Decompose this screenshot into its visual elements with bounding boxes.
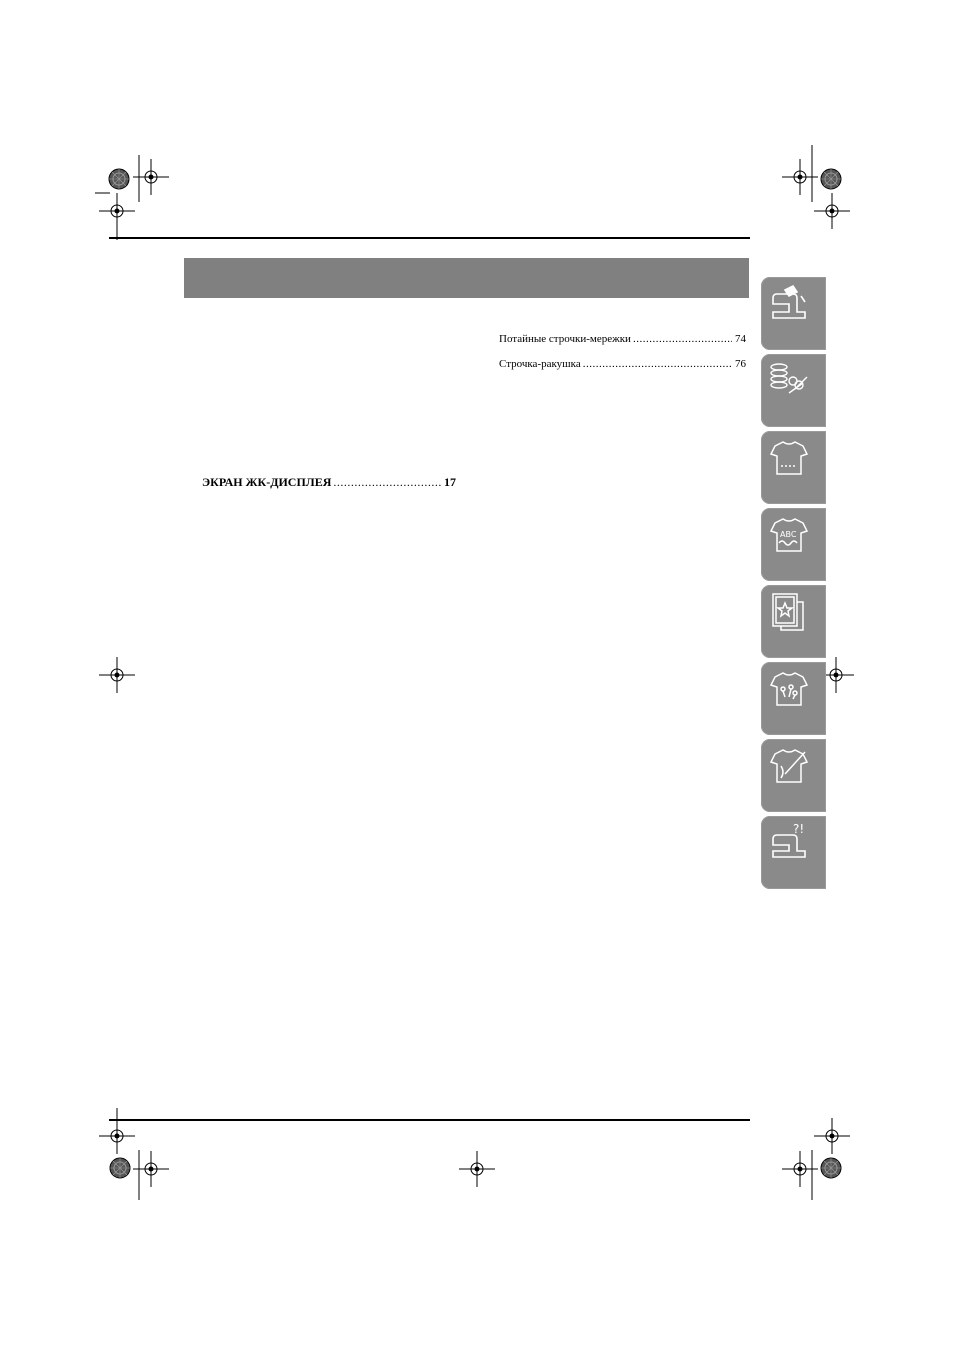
footer-rule: [109, 1119, 750, 1121]
section-banner: [184, 258, 749, 298]
toc-entry-page: 76: [735, 358, 746, 370]
sewing-machine-question-icon: [767, 821, 811, 865]
thread-spools-scissors-icon: [767, 359, 811, 403]
toc-entry[interactable]: [202, 475, 456, 489]
tshirt-needle-icon: [767, 744, 811, 788]
chapter-tab-4[interactable]: [761, 508, 826, 581]
chapter-tab-3[interactable]: [761, 431, 826, 504]
chapter-tab-2[interactable]: [761, 354, 826, 427]
chapter-tab-5[interactable]: [761, 585, 826, 658]
svg-text:?!: ?!: [793, 822, 805, 836]
toc-leader: [633, 332, 732, 346]
toc-entry-title: Строчка-ракушка: [499, 358, 581, 370]
toc-entry-title: Потайные строчки-мережки: [499, 333, 631, 345]
toc-leader: [583, 357, 732, 371]
toc-leader: [333, 475, 441, 489]
chapter-tab-8[interactable]: [761, 816, 826, 889]
toc-entry-page: 17: [444, 475, 456, 489]
tshirt-stitch-icon: [767, 436, 811, 480]
chapter-tab-1[interactable]: [761, 277, 826, 350]
chapter-tab-7[interactable]: [761, 739, 826, 812]
embroidery-frame-star-icon: [767, 590, 811, 634]
toc-entry[interactable]: [499, 332, 746, 346]
chapter-tab-6[interactable]: [761, 662, 826, 735]
toc-entry-page: 74: [735, 333, 746, 345]
tshirt-flowers-icon: [767, 667, 811, 711]
sewing-machine-icon: [767, 282, 811, 326]
header-rule: [109, 237, 750, 239]
tshirt-abc-icon: [767, 513, 811, 557]
toc-entry-title: ЭКРАН ЖК-ДИСПЛЕЯ: [202, 475, 332, 489]
abc-label: ABC: [780, 530, 797, 539]
toc-entry[interactable]: [499, 357, 746, 371]
